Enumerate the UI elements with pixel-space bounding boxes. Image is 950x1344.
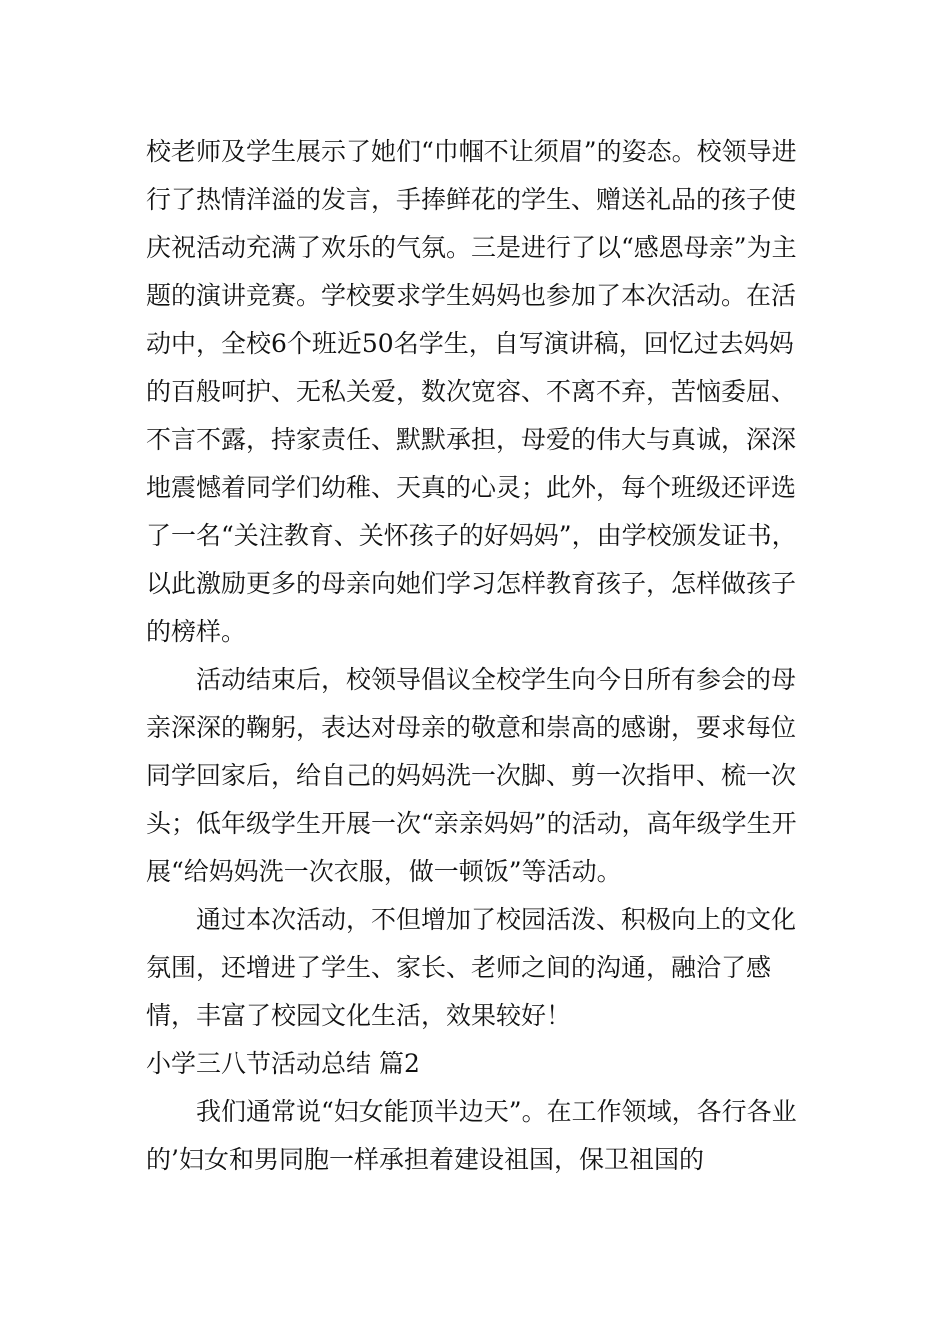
paragraph-3	[146, 896, 811, 1040]
paragraph-2-text: 活动结束后，校领导倡议全校学生向今日所有参会的母亲深深的鞠躬，表达对母亲的敬意和崇高的感谢，要求每位同学回家后，给自己的妈妈洗一次脚、剪一次指甲、梳一次头；低年级学生开展一次“亲亲妈妈”的活动，高年级学生开展“给妈妈洗一次衣服，做一顿饭”等活动。	[146, 665, 797, 886]
paragraph-2	[146, 656, 811, 896]
section-title: 小学三八节活动总结 篇2	[146, 1049, 420, 1078]
paragraph-1	[146, 128, 811, 656]
paragraph-1-text: 校老师及学生展示了她们“巾帼不让须眉”的姿态。校领导进行了热情洋溢的发言，手捧鲜花的学生、赠送礼品的孩子使庆祝活动充满了欢乐的气氛。三是进行了以“感恩母亲”为主题的演讲竞赛。学校要求学生妈妈也参加了本次活动。在活动中，全校6个班近50名学生，自写演讲稿，回忆过去妈妈的百般呵护、无私关爱，数次宽容、不离不弃，苦恼委屈、不言不露，持家责任、默默承担，母爱的伟大与真诚，深深地震憾着同学们幼稚、天真的心灵；此外，每个班级还评选了一名“关注教育、关怀孩子的好妈妈”，由学校颁发证书，以此激励更多的母亲向她们学习怎样教育孩子，怎样做孩子的榜样。	[146, 137, 797, 646]
paragraph-3-text: 通过本次活动，不但增加了校园活泼、积极向上的文化氛围，还增进了学生、家长、老师之间的沟通，融洽了感情，丰富了校园文化生活，效果较好！	[146, 905, 797, 1030]
paragraph-4-text: 我们通常说“妇女能顶半边天”。在工作领域，各行各业的’妇女和男同胞一样承担着建设祖国，保卫祖国的	[146, 1097, 797, 1174]
paragraph-4	[146, 1088, 811, 1184]
document-body	[146, 128, 811, 1184]
